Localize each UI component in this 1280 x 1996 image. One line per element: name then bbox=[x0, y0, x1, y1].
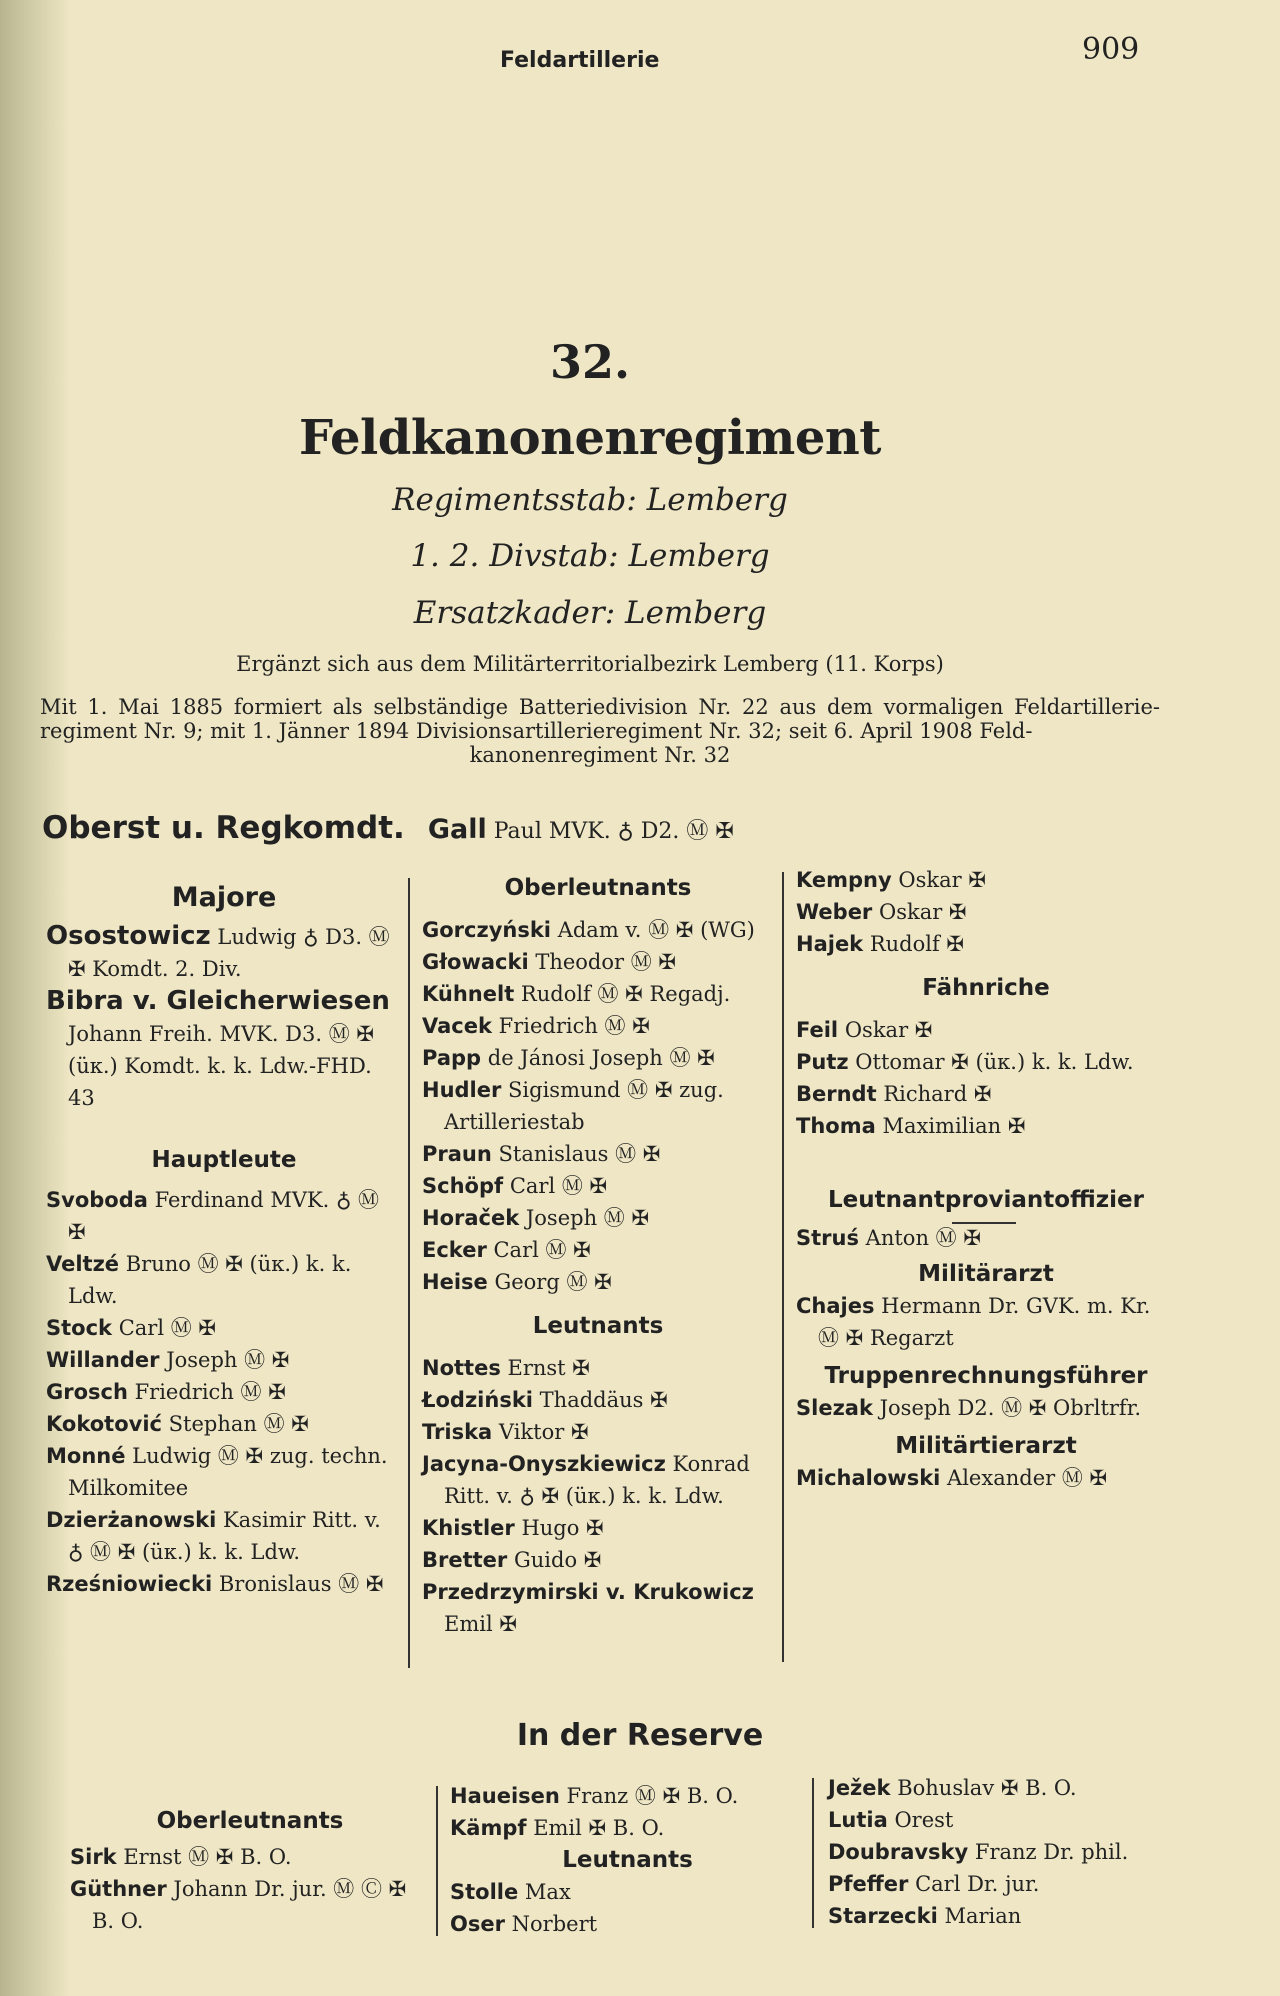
entry-captain: Dzierżanowski Kasimir Ritt. v. ♁ Ⓜ ✠ (üк.) k. k. Ldw. bbox=[46, 1508, 381, 1564]
entry-captain: Grosch Friedrich Ⓜ ✠ bbox=[46, 1380, 286, 1404]
commander-rank: Oberst u. Regkomdt. bbox=[42, 810, 405, 846]
entry-oberleutnant: Gorczyński Adam v. Ⓜ ✠ (WG) bbox=[422, 918, 755, 942]
column-3 bbox=[796, 864, 1176, 1494]
reserve-column-1 bbox=[70, 1805, 430, 1937]
entry-cadet: Berndt Richard ✠ bbox=[796, 1082, 992, 1106]
commander-surname: Gall bbox=[427, 814, 487, 845]
reserve-entry: Haueisen Franz Ⓜ ✠ B. O. bbox=[450, 1784, 739, 1808]
entry-proviant: Struś Anton Ⓜ ✠ bbox=[796, 1226, 981, 1250]
entry-oberleutnant: Ecker Carl Ⓜ ✠ bbox=[422, 1238, 591, 1262]
running-head: Feldartillerie bbox=[500, 48, 660, 73]
entry-leutnant: Triska Viktor ✠ bbox=[422, 1420, 589, 1444]
reserve-entry: Stolle Max bbox=[450, 1880, 571, 1904]
station-divstab: 1. 2. Divstab: Lemberg bbox=[410, 538, 770, 574]
column-divider-1 bbox=[408, 878, 410, 1668]
entry-oberleutnant: Praun Stanislaus Ⓜ ✠ bbox=[422, 1142, 661, 1166]
entry-leutnant: Khistler Hugo ✠ bbox=[422, 1516, 604, 1540]
reserve-entry: Oser Norbert bbox=[450, 1912, 598, 1936]
entry-oberleutnant: Papp de Jánosi Joseph Ⓜ ✠ bbox=[422, 1046, 715, 1070]
entry-cadet: Thoma Maximilian ✠ bbox=[796, 1114, 1026, 1138]
heading-cadets: Fähnriche bbox=[922, 975, 1050, 1001]
reserve-divider-1 bbox=[436, 1786, 438, 1936]
entry-captain: Rześniowiecki Bronislaus Ⓜ ✠ bbox=[46, 1572, 384, 1596]
reserve-heading-leutnants: Leutnants bbox=[562, 1847, 693, 1873]
reserve-entry: Starzecki Marian bbox=[828, 1904, 1022, 1928]
reserve-entry: Kämpf Emil ✠ B. O. bbox=[450, 1816, 665, 1840]
reserve-entry: Güthner Johann Dr. jur. Ⓜ Ⓒ ✠ B. O. bbox=[70, 1877, 407, 1933]
entry-oberleutnant: Głowacki Theodor Ⓜ ✠ bbox=[422, 950, 677, 974]
entry-cadet: Putz Ottomar ✠ (üк.) k. k. Ldw. bbox=[796, 1050, 1134, 1074]
heading-vet: Militärtierarzt bbox=[895, 1433, 1077, 1459]
reserve-divider-2 bbox=[812, 1778, 814, 1928]
reserve-title: In der Reserve bbox=[516, 1718, 764, 1753]
entry-oberleutnant: Heise Georg Ⓜ ✠ bbox=[422, 1270, 612, 1294]
entry-captain: Kokotović Stephan Ⓜ ✠ bbox=[46, 1412, 309, 1436]
heading-leutnants: Leutnants bbox=[532, 1313, 664, 1339]
entry-captain: Stock Carl Ⓜ ✠ bbox=[46, 1316, 216, 1340]
column-1 bbox=[46, 882, 402, 1600]
heading-captains: Hauptleute bbox=[151, 1147, 297, 1173]
history-line-1: Mit 1. Mai 1885 formiert als selbständige Batteriedivision Nr. 22 aus dem vormaligen Feldartillerie-regiment Nr. 9; mit 1. Jänner 1894 Divisionsartillerieregiment Nr. 32; seit 6. April 1908 Feld- bbox=[40, 695, 1160, 743]
station-regimentsstab: Regimentsstab: Lemberg bbox=[392, 482, 788, 518]
entry-oberleutnant: Schöpf Carl Ⓜ ✠ bbox=[422, 1174, 608, 1198]
entry-accountant: Slezak Joseph D2. Ⓜ ✠ Obrltrfr. bbox=[796, 1396, 1142, 1420]
heading-majors: Majore bbox=[171, 882, 277, 913]
reserve-entry: Ježek Bohuslav ✠ B. O. bbox=[828, 1776, 1077, 1800]
reserve-entry: Pfeffer Carl Dr. jur. bbox=[828, 1872, 1040, 1896]
entry-captain: Veltzé Bruno Ⓜ ✠ (üк.) k. k. Ldw. bbox=[46, 1252, 352, 1308]
entry-oberleutnant: Kühnelt Rudolf Ⓜ ✠ Regadj. bbox=[422, 982, 731, 1006]
history-note bbox=[40, 695, 1160, 767]
entry-captain: Svoboda Ferdinand MVK. ♁ Ⓜ ✠ bbox=[46, 1188, 380, 1244]
entry-major: Osostowicz Ludwig ♁ D3. Ⓜ ✠ Komdt. 2. Div. bbox=[46, 921, 390, 981]
history-line-2: kanonenregiment Nr. 32 bbox=[469, 743, 731, 767]
column-divider-2 bbox=[782, 872, 784, 1662]
reserve-entry: Doubravsky Franz Dr. phil. bbox=[828, 1840, 1129, 1864]
station-ersatzkader: Ersatzkader: Lemberg bbox=[413, 595, 767, 631]
entry-oberleutnant: Horaček Joseph Ⓜ ✠ bbox=[422, 1206, 650, 1230]
entry-captain: Monné Ludwig Ⓜ ✠ zug. techn. Milkomitee bbox=[46, 1444, 388, 1500]
recruitment-note: Ergänzt sich aus dem Militärterritorialbezirk Lemberg (11. Korps) bbox=[236, 652, 944, 676]
entry-leutnant: Jacyna-Onyszkiewicz Konrad Ritt. v. ♁ ✠ (üк.) k. k. Ldw. bbox=[422, 1452, 750, 1508]
entry-oberleutnant: Vacek Friedrich Ⓜ ✠ bbox=[422, 1014, 650, 1038]
entry-leutnant: Przedrzymirski v. Krukowicz Emil ✠ bbox=[422, 1580, 754, 1636]
heading-accountant: Truppenrechnungsführer bbox=[824, 1363, 1148, 1389]
entry-vet: Michalowski Alexander Ⓜ ✠ bbox=[796, 1466, 1108, 1490]
regiment-number: 32. bbox=[549, 335, 631, 389]
reserve-column-2 bbox=[450, 1780, 805, 1940]
column-2 bbox=[422, 872, 774, 1640]
entry-oberleutnant: Weber Oskar ✠ bbox=[796, 900, 967, 924]
entry-leutnant: Bretter Guido ✠ bbox=[422, 1548, 602, 1572]
page-number: 909 bbox=[1082, 32, 1140, 67]
entry-major: Bibra v. Gleicherwiesen Johann Freih. MVK. D3. Ⓜ ✠ (üк.) Komdt. k. k. Ldw.-FHD. 43 bbox=[46, 986, 390, 1110]
commander-details: Paul MVK. ♁ D2. Ⓜ ✠ bbox=[493, 819, 734, 844]
entry-oberleutnant: Kempny Oskar ✠ bbox=[796, 868, 986, 892]
entry-captain: Willander Joseph Ⓜ ✠ bbox=[46, 1348, 290, 1372]
entry-leutnant: Nottes Ernst ✠ bbox=[422, 1356, 590, 1380]
entry-cadet: Feil Oskar ✠ bbox=[796, 1018, 933, 1042]
entry-leutnant: Łodziński Thaddäus ✠ bbox=[422, 1388, 668, 1412]
entry-oberleutnant: Hudler Sigismund Ⓜ ✠ zug. Artilleriestab bbox=[422, 1078, 724, 1134]
reserve-entry: Lutia Orest bbox=[828, 1808, 954, 1832]
reserve-entry: Sirk Ernst Ⓜ ✠ B. O. bbox=[70, 1845, 292, 1869]
heading-doctor: Militärarzt bbox=[918, 1261, 1054, 1287]
heading-oberleutnants: Oberleutnants bbox=[504, 875, 692, 901]
entry-oberleutnant: Hajek Rudolf ✠ bbox=[796, 932, 965, 956]
reserve-heading-oberleutnants: Oberleutnants bbox=[156, 1808, 344, 1834]
heading-proviant: Leutnantproviantoffizier bbox=[828, 1187, 1144, 1213]
reserve-column-3 bbox=[828, 1772, 1178, 1932]
commander-line bbox=[42, 810, 734, 846]
entry-doctor: Chajes Hermann Dr. GVK. m. Kr. Ⓜ ✠ Regarzt bbox=[796, 1294, 1151, 1350]
regiment-title: Feldkanonenregiment bbox=[299, 410, 881, 466]
